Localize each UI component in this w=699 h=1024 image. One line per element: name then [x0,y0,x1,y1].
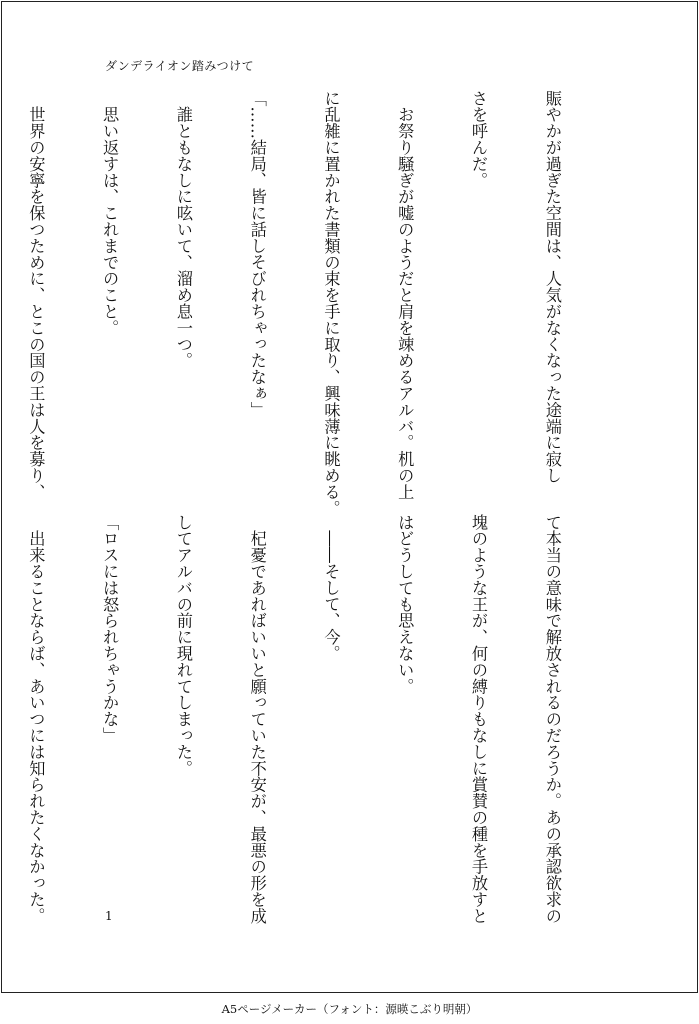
text-line: してアルバの前に現れてしまった。 [173,514,193,777]
text-line: 思い返すは、これまでのこと。 [100,90,120,336]
text-line: 「ロスには怒られちゃうかな」 [100,514,120,744]
text-line: ――そして、今。 [321,514,341,662]
text-line: 「……結局、皆に話しそびれちゃったなぁ」 [247,90,267,418]
text-line: に乱雑に置かれた書類の束を手に取り、興味薄に眺める。 [321,90,341,517]
text-line: 世界の安寧を保つために、とこの国の王は人を募り、 [26,90,46,500]
text-line: 杞憂であればいいと願っていた不安が、最悪の形を成 [247,514,267,924]
text-line: 誰ともなしに呟いて、溜め息一つ。 [173,90,193,369]
text-line: お祭り騒ぎが嘘のようだと肩を竦めるアルバ。机の上 [395,90,415,500]
text-line: て本当の意味で解放されるのだろうか。あの承認欲求の [542,514,562,924]
page-number: 1 [105,909,113,923]
lower-text-column [26,514,613,924]
text-line: 賑やかが過ぎた空間は、人気がなくなった途端に寂し [542,90,562,484]
text-line: さを呼んだ。 [469,90,489,189]
text-line: 塊のような王が、何の縛りもなしに賞賛の種を手放すと [469,514,489,924]
footer-credit: A5ページメーカー（フォント：源暎こぶり明朝） [221,1002,478,1016]
page-frame [1,1,698,993]
text-line: はどうしても思えない。 [395,514,415,695]
upper-text-column [26,90,613,517]
text-line: 出来ることならば、あいつには知られたくなかった。 [26,514,46,924]
running-header-title: ダンデライオン踏みつけて [105,59,255,73]
